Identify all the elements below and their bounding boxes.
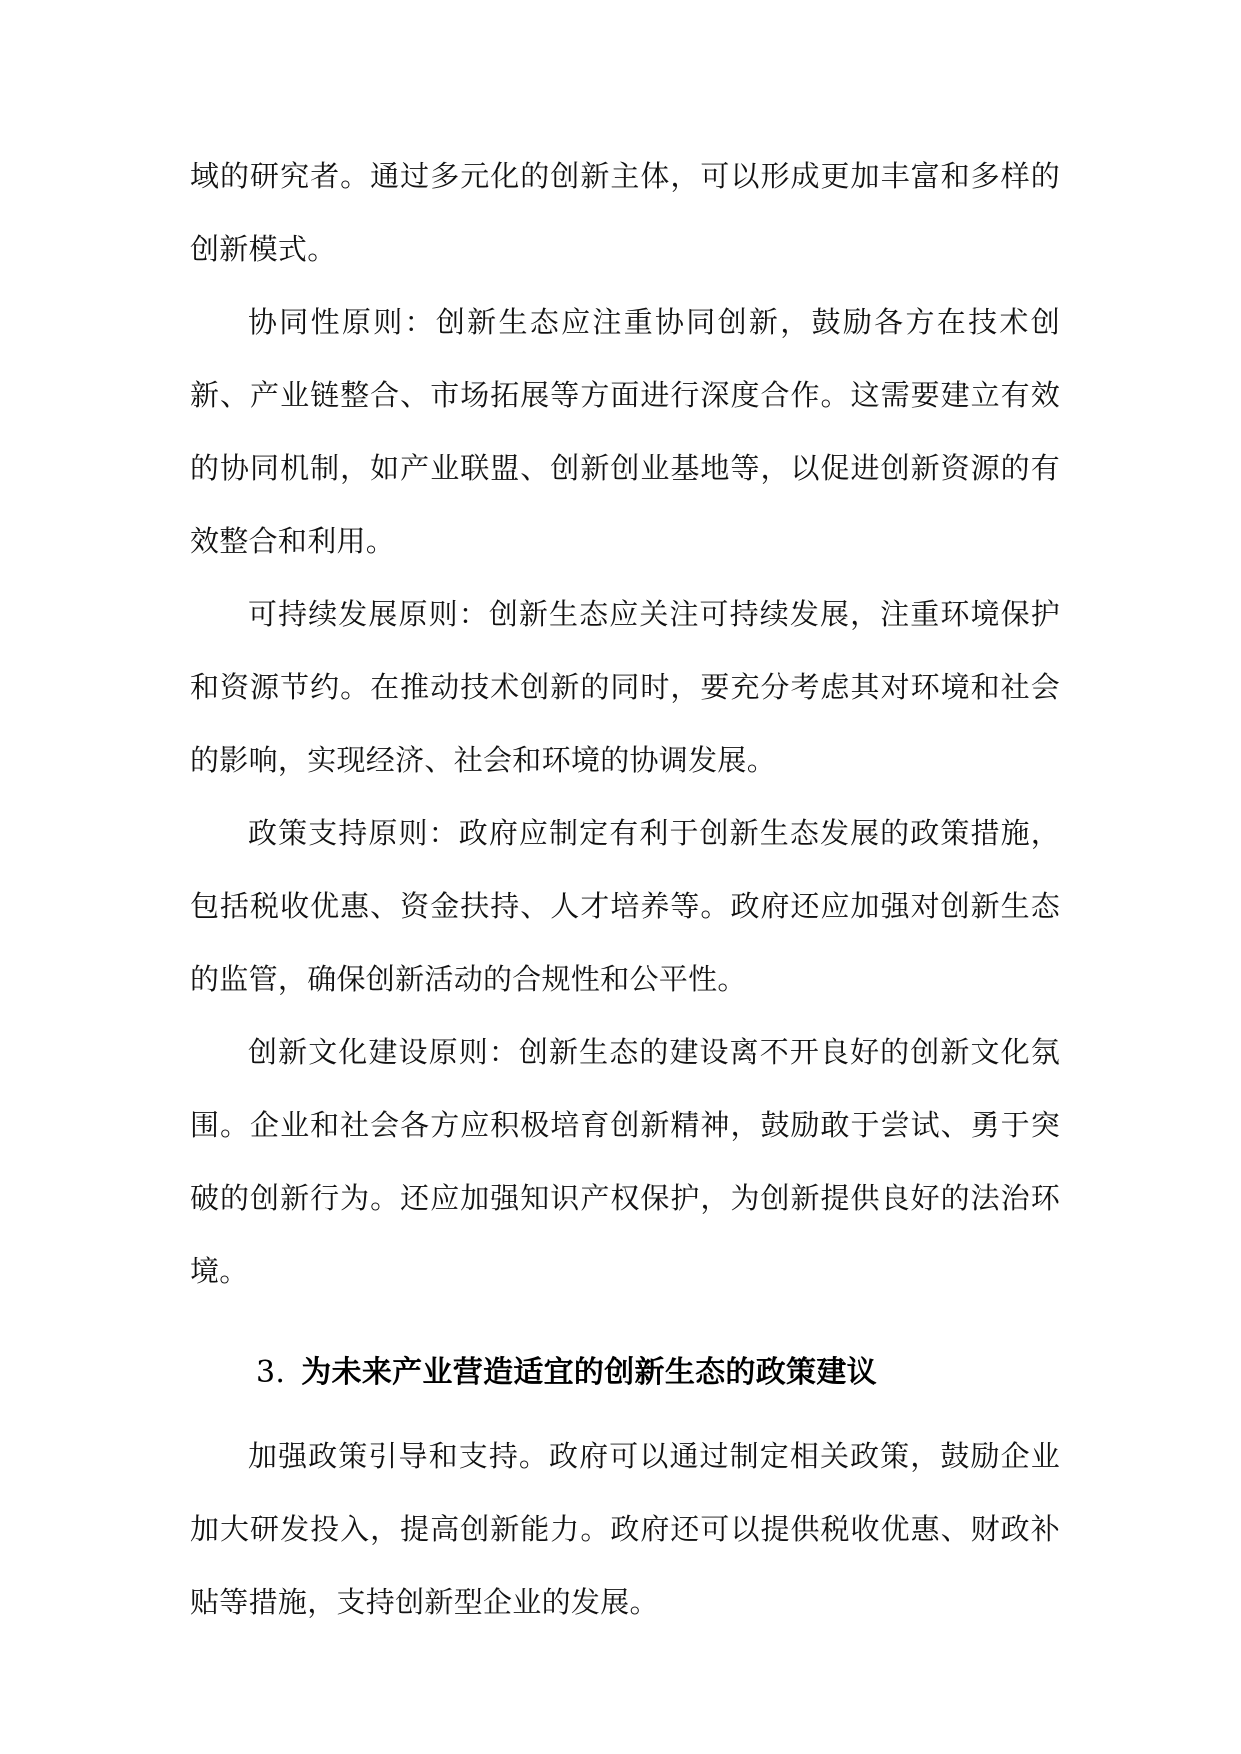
paragraph-policy-support-principle: 政策支持原则：政府应制定有利于创新生态发展的政策措施，包括税收优惠、资金扶持、人才培养等。政府还应加强对创新生态的监管，确保创新活动的合规性和公平性。 [190, 816, 1060, 996]
section-title: 为未来产业营造适宜的创新生态的政策建议 [301, 1355, 877, 1390]
paragraph-sustainability-principle: 可持续发展原则：创新生态应关注可持续发展，注重环境保护和资源节约。在推动技术创新的同时，要充分考虑其对环境和社会的影响，实现经济、社会和环境的协调发展。 [190, 597, 1060, 777]
paragraph-policy-guidance: 加强政策引导和支持。政府可以通过制定相关政策，鼓励企业加大研发投入，提高创新能力。政府还可以提供税收优惠、财政补贴等措施，支持创新型企业的发展。 [190, 1439, 1060, 1619]
section-heading [190, 1330, 1060, 1416]
section-number: 3. [256, 1355, 286, 1390]
page-body [190, 140, 1060, 1639]
paragraph-collaboration-principle: 协同性原则：创新生态应注重协同创新，鼓励各方在技术创新、产业链整合、市场拓展等方面进行深度合作。这需要建立有效的协同机制，如产业联盟、创新创业基地等，以促进创新资源的有效整合和利用。 [190, 305, 1060, 558]
paragraph-innovation-culture-principle: 创新文化建设原则：创新生态的建设离不开良好的创新文化氛围。企业和社会各方应积极培育创新精神，鼓励敢于尝试、勇于突破的创新行为。还应加强知识产权保护，为创新提供良好的法治环境。 [190, 1035, 1060, 1288]
paragraph-continuation: 域的研究者。通过多元化的创新主体，可以形成更加丰富和多样的创新模式。 [190, 159, 1060, 266]
